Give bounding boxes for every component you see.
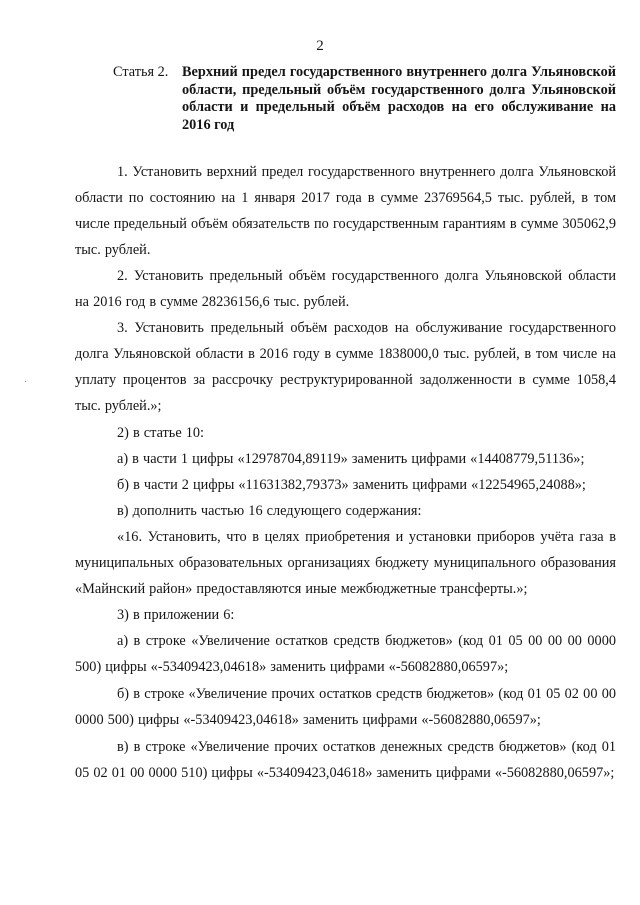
paragraph-3: 3. Установить предельный объём расходов на обслуживание государственного долга Ульяновской области в 2016 году в сумме 1838000,0 тыс. рублей, в том числе на уплату процентов за рассрочку реструктурированной задолженности в сумме 1058,4 тыс. рублей.»; xyxy=(75,320,616,414)
paragraph-part-16-text: «16. Установить, что в целях приобретения и установки приборов учёта газа в муниципальных образовательных организациях бюджету муниципального образования «Майнский район» предоставляются иные межбюджетные трансферты.»; xyxy=(75,529,616,597)
paragraph-part-16-intro: в) дополнить частью 16 следующего содержания: xyxy=(117,503,422,519)
paragraph-appendix-6: 3) в приложении 6: xyxy=(117,607,235,623)
paragraph-appendix-v: в) в строке «Увеличение прочих остатков денежных средств бюджетов» (код 01 05 02 01 00 0000 510) цифры «-53409423,04618» заменить цифрами «-56082880,06597»; xyxy=(75,739,616,781)
paragraph-appendix-a: а) в строке «Увеличение остатков средств бюджетов» (код 01 05 00 00 00 0000 500) цифры «-53409423,04618» заменить цифрами «-56082880,06597»; xyxy=(75,633,616,675)
page-number: 2 xyxy=(316,38,324,54)
scan-margin-dot: · xyxy=(24,377,28,388)
paragraph-part-2: б) в части 2 цифры «11631382,79373» заменить цифрами «12254965,24088»; xyxy=(117,477,586,493)
paragraph-1: 1. Установить верхний предел государственного внутреннего долга Ульяновской области по состоянию на 1 января 2017 года в сумме 23769564,5 тыс. рублей, в том числе предельный объём обязательств по государственным гарантиям в сумме 305062,9 тыс. рублей. xyxy=(75,164,616,258)
paragraph-part-1: а) в части 1 цифры «12978704,89119» заменить цифрами «14408779,51136»; xyxy=(117,451,585,467)
article-title: Верхний предел государственного внутреннего долга Ульяновской области, предельный объём государственного долга Ульяновской области и предельный объём расходов на его обслуживание на 2016 год xyxy=(182,64,616,133)
paragraph-2: 2. Установить предельный объём государственного долга Ульяновской области на 2016 год в сумме 28236156,6 тыс. рублей. xyxy=(75,268,616,310)
paragraph-statya-10: 2) в статье 10: xyxy=(117,425,205,441)
article-heading xyxy=(113,64,616,134)
paragraph-appendix-b: б) в строке «Увеличение прочих остатков средств бюджетов» (код 01 05 02 00 00 0000 500) цифры «-53409423,04618» заменить цифрами «-56082880,06597»; xyxy=(75,686,616,728)
article-label: Статья 2. xyxy=(113,64,169,80)
